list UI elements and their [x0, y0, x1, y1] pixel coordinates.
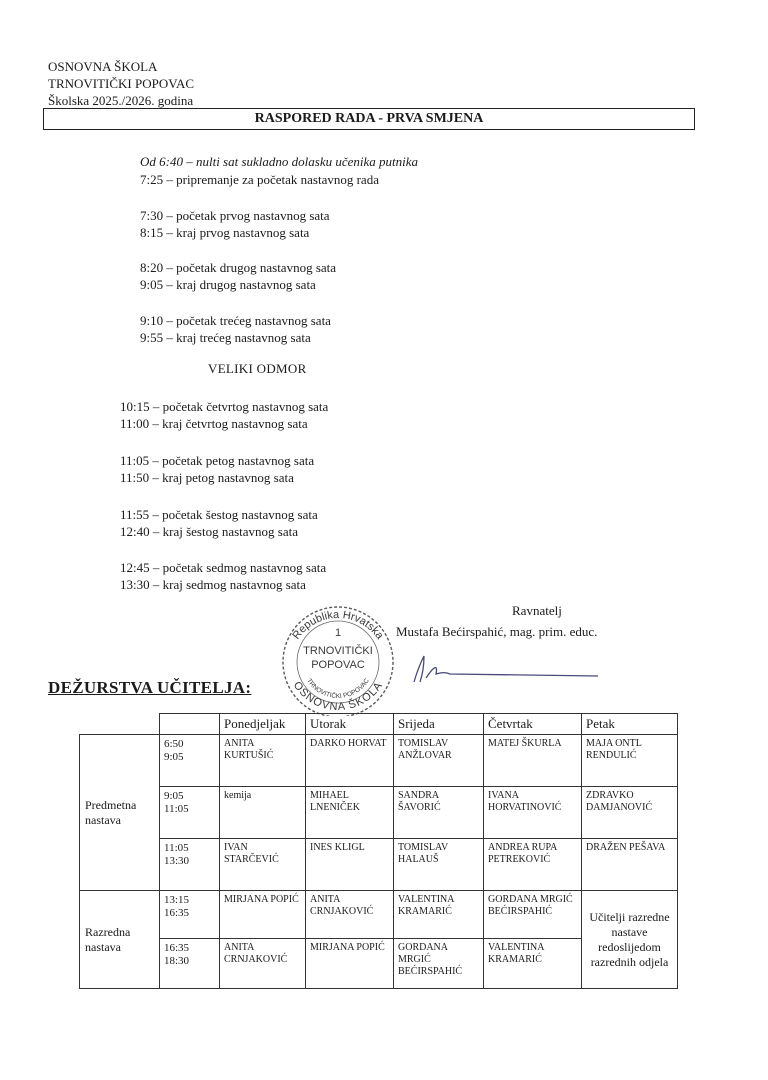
period1-start: 7:30 – početak prvog nastavnog sata [140, 208, 330, 223]
header-monday: Ponedjeljak [220, 714, 306, 735]
period3-start: 9:10 – početak trećeg nastavnog sata [140, 313, 331, 328]
duty-cell: ANITA CRNJAKOVIĆ [220, 939, 306, 989]
empty-header-cell [80, 714, 160, 735]
table-row [80, 839, 678, 891]
duty-cell: ZDRAVKO DAMJANOVIĆ [582, 787, 678, 839]
period6-start: 11:55 – početak šestog nastavnog sata [120, 507, 318, 522]
time-end: 18:30 [164, 955, 190, 967]
stamp-outer-bottom: OSNOVNA ŠKOLA [290, 679, 386, 714]
period5-end: 11:50 – kraj petog nastavnog sata [120, 470, 294, 485]
big-break-label: VELIKI ODMOR [208, 361, 307, 376]
zero-hour-line: Od 6:40 – nulti sat sukladno dolasku učenika putnika [140, 154, 419, 169]
header-friday: Petak [582, 714, 678, 735]
duty-table [79, 713, 678, 989]
period2-start: 8:20 – početak drugog nastavnog sata [140, 260, 337, 275]
time-end: 13:30 [164, 855, 190, 867]
header-thursday: Četvrtak [484, 714, 582, 735]
period7-end: 13:30 – kraj sedmog nastavnog sata [120, 577, 306, 592]
duty-cell: VALENTINA KRAMARIĆ [394, 891, 484, 939]
stamp-inner-ring: TRNOVITIČKI POPOVAC [305, 677, 371, 701]
document-title: RASPORED RADA - PRVA SMJENA [43, 108, 695, 130]
school-name-line1: OSNOVNA ŠKOLA [48, 59, 158, 74]
stamp-number: 1 [334, 627, 342, 639]
period2-end: 9:05 – kraj drugog nastavnog sata [140, 277, 316, 292]
period6-end: 12:40 – kraj šestog nastavnog sata [120, 524, 298, 539]
header-tuesday: Utorak [306, 714, 394, 735]
duty-cell: MIHAEL LNENIČEK [306, 787, 394, 839]
handwritten-signature [408, 648, 608, 688]
period5-start: 11:05 – početak petog nastavnog sata [120, 453, 315, 468]
duty-cell: ANDREA RUPA PETREKOVIĆ [484, 839, 582, 891]
period3-end: 9:55 – kraj trećeg nastavnog sata [140, 330, 311, 345]
time-end: 16:35 [164, 907, 190, 919]
empty-time-header [160, 714, 220, 735]
duty-cell: TOMISLAV ANŽLOVAR [394, 735, 484, 787]
time-cell [160, 839, 220, 891]
group-razredna: Razredna nastava [80, 891, 160, 989]
duty-title: DEŽURSTVA UČITELJA: [48, 678, 252, 697]
stamp-center-line2: POPOVAC [311, 659, 365, 671]
time-start: 9:05 [164, 790, 184, 802]
duty-cell: ANITA CRNJAKOVIĆ [306, 891, 394, 939]
school-stamp [272, 600, 404, 716]
duty-cell: MATEJ ŠKURLA [484, 735, 582, 787]
duty-cell: MIRJANA POPIĆ [220, 891, 306, 939]
table-row [80, 891, 678, 939]
duty-cell: VALENTINA KRAMARIĆ [484, 939, 582, 989]
duty-cell: IVAN STARČEVIĆ [220, 839, 306, 891]
time-cell [160, 787, 220, 839]
duty-cell: DARKO HORVAT [306, 735, 394, 787]
header-wednesday: Srijeda [394, 714, 484, 735]
duty-cell: ANITA KURTUŠIĆ [220, 735, 306, 787]
time-end: 9:05 [164, 751, 184, 763]
friday-note: Učitelji razredne nastave redoslijedom razrednih odjela [582, 891, 678, 989]
school-year: Školska 2025./2026. godina [48, 93, 194, 108]
time-cell [160, 891, 220, 939]
duty-cell: GORDANA MRGIĆ BEĆIRSPAHIĆ [394, 939, 484, 989]
table-header-row [80, 714, 678, 735]
prep-line: 7:25 – pripremanje za početak nastavnog rada [140, 172, 379, 187]
duty-cell: IVANA HORVATINOVIĆ [484, 787, 582, 839]
time-cell [160, 939, 220, 989]
director-role: Ravnatelj [512, 603, 562, 618]
duty-cell: DRAŽEN PEŠAVA [582, 839, 678, 891]
period4-start: 10:15 – početak četvrtog nastavnog sata [120, 399, 329, 414]
duty-cell: SANDRA ŠAVORIĆ [394, 787, 484, 839]
time-start: 13:15 [164, 894, 190, 906]
time-cell [160, 735, 220, 787]
duty-cell: GORDANA MRGIĆ BEĆIRSPAHIĆ [484, 891, 582, 939]
group-predmetna: Predmetna nastava [80, 735, 160, 891]
time-start: 16:35 [164, 942, 190, 954]
duty-cell: MIRJANA POPIĆ [306, 939, 394, 989]
duty-cell: kemija [220, 787, 306, 839]
period1-end: 8:15 – kraj prvog nastavnog sata [140, 225, 310, 240]
director-name: Mustafa Bećirspahić, mag. prim. educ. [396, 624, 598, 639]
duty-title-text: DEŽURSTVA UČITELJA [48, 678, 246, 697]
stamp-outer-top: Republika Hrvatska [290, 608, 386, 642]
table-row [80, 735, 678, 787]
school-name-line2: TRNOVITIČKI POPOVAC [48, 76, 195, 91]
duty-cell: TOMISLAV HALAUŠ [394, 839, 484, 891]
time-end: 11:05 [164, 803, 189, 815]
time-start: 6:50 [164, 738, 184, 750]
duty-cell: MAJA ONTL RENDULIĆ [582, 735, 678, 787]
school-header [48, 58, 194, 109]
duty-cell: INES KLIGL [306, 839, 394, 891]
time-start: 11:05 [164, 842, 189, 854]
stamp-center-line1: TRNOVITIČKI [303, 645, 373, 657]
period7-start: 12:45 – početak sedmog nastavnog sata [120, 560, 327, 575]
table-row [80, 787, 678, 839]
period4-end: 11:00 – kraj četvrtog nastavnog sata [120, 416, 308, 431]
